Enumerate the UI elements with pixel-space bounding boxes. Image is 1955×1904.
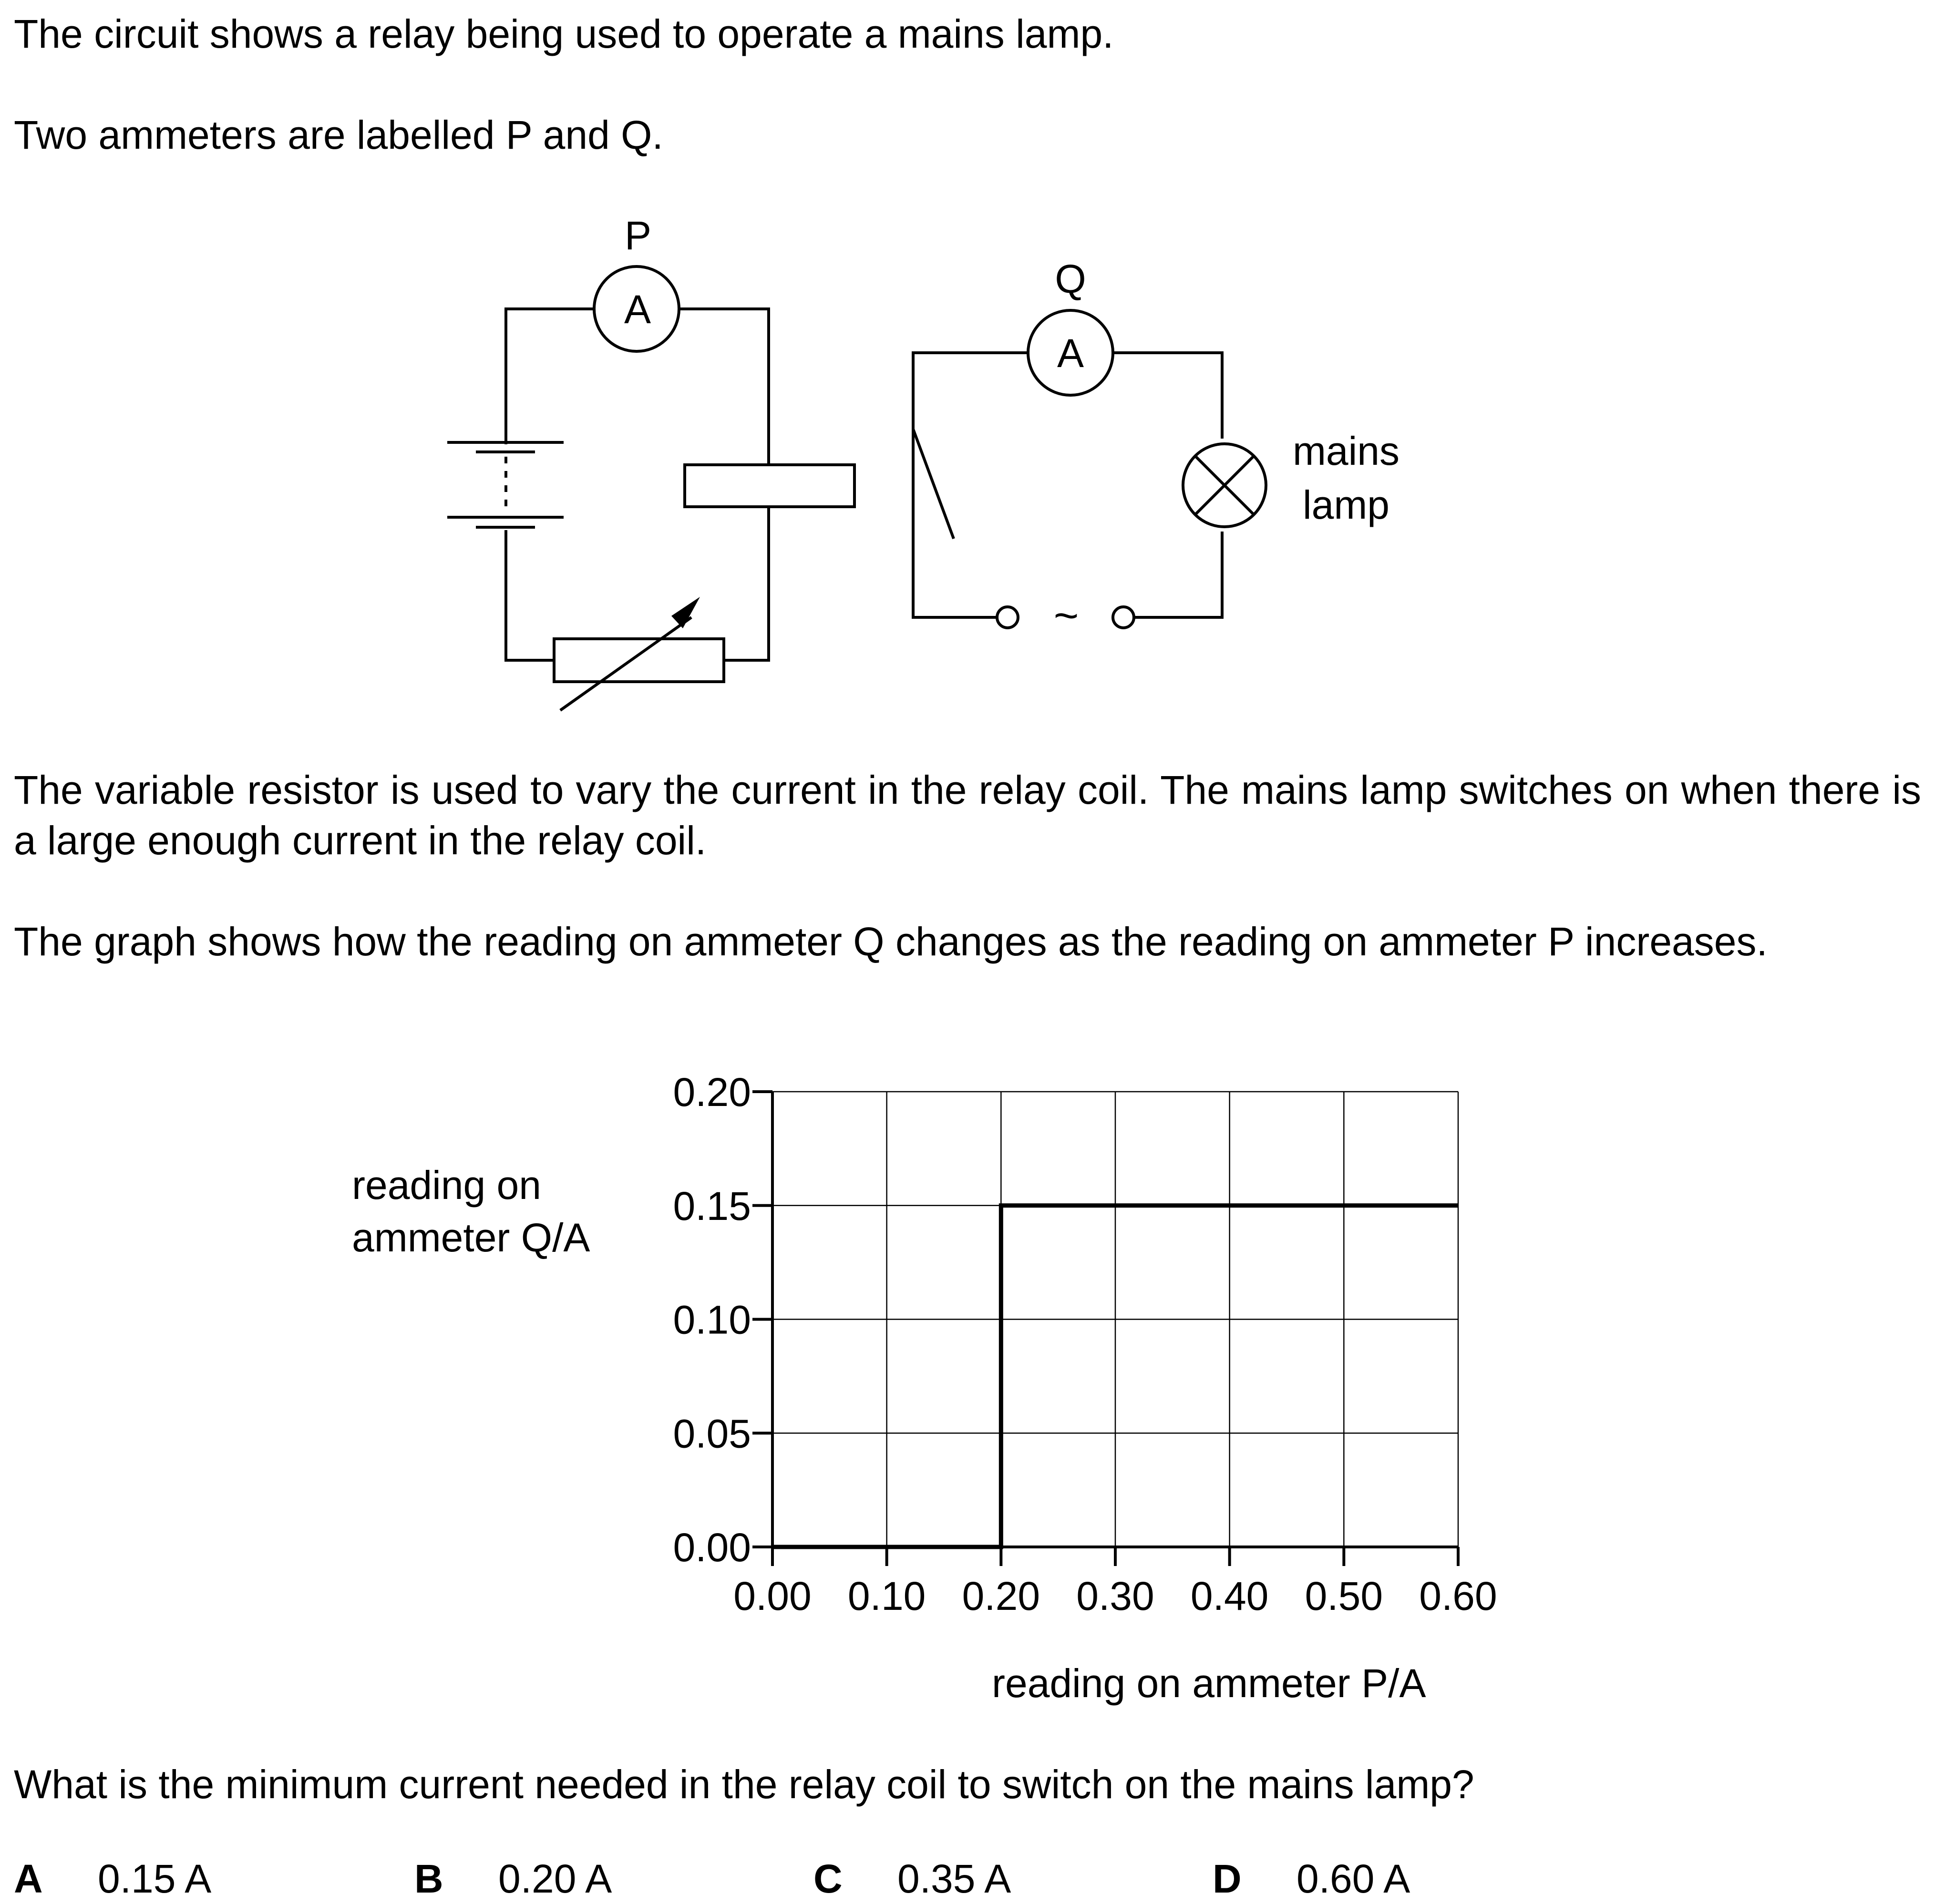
ac-supply-symbol: ~ xyxy=(1053,592,1079,640)
ammeter-p-symbol: A xyxy=(624,287,651,332)
x-tick-label-2: 0.20 xyxy=(962,1574,1040,1618)
ammeter-q-label: Q xyxy=(1055,256,1086,301)
ammeter-p-label: P xyxy=(624,213,652,258)
lamp-circuit-wire-top-right xyxy=(1113,353,1222,439)
x-tick-label-1: 0.10 xyxy=(847,1574,926,1618)
ammeter-q-symbol: A xyxy=(1057,331,1084,376)
relay-circuit-wire-top-right xyxy=(679,309,769,465)
graph-grid xyxy=(772,1092,1458,1547)
ac-terminal-right xyxy=(1113,607,1134,628)
x-tick-label-6: 0.60 xyxy=(1419,1574,1497,1618)
option-value: 0.60 A xyxy=(1296,1856,1410,1901)
step-graph xyxy=(0,1049,1955,1726)
lamp-circuit-wire-lower-right xyxy=(1134,532,1222,617)
y-tick-label-2: 0.10 xyxy=(673,1297,751,1342)
intro-line-2: Two ammeters are labelled P and Q. xyxy=(14,113,663,157)
intro-line-1: The circuit shows a relay being used to operate a mains lamp. xyxy=(14,11,1114,56)
ac-terminal-left xyxy=(997,607,1018,628)
mains-lamp-label-line-2: lamp xyxy=(1302,482,1390,527)
relay-switch-contact xyxy=(913,429,954,539)
lamp-circuit-wire-top-left xyxy=(913,353,1028,543)
option-letter: B xyxy=(414,1856,443,1901)
relay-coil xyxy=(685,465,854,507)
x-tick-label-4: 0.40 xyxy=(1190,1574,1269,1618)
arrow-head xyxy=(671,597,700,628)
option-value: 0.15 A xyxy=(98,1856,212,1901)
description-paragraph: The variable resistor is used to vary the current in the relay coil. The mains lamp switches on when there is a large enough current in the relay coil. xyxy=(14,768,1921,863)
option-letter: D xyxy=(1213,1856,1242,1901)
y-axis-label-line-1: reading on xyxy=(352,1163,541,1208)
y-tick-label-0: 0.00 xyxy=(673,1525,751,1570)
mains-lamp-label-line-1: mains xyxy=(1292,429,1400,473)
x-tick-label-3: 0.30 xyxy=(1076,1574,1154,1618)
graph-tick-labels xyxy=(673,1070,1497,1618)
lamp-circuit-wire-bottom-left xyxy=(913,543,997,617)
graph-intro-paragraph: The graph shows how the reading on ammeter Q changes as the reading on ammeter P increases. xyxy=(14,919,1768,964)
y-tick-label-3: 0.15 xyxy=(673,1183,751,1228)
relay-circuit-wire-lower-right xyxy=(724,508,769,660)
option-letter: C xyxy=(813,1856,843,1901)
relay-circuit-wire-top-left xyxy=(506,309,594,444)
x-tick-label-0: 0.00 xyxy=(733,1574,812,1618)
option-value: 0.20 A xyxy=(498,1856,612,1901)
variable-resistor xyxy=(554,639,724,682)
option-value: 0.35 A xyxy=(897,1856,1011,1901)
y-axis-label-line-2: ammeter Q/A xyxy=(352,1215,590,1260)
variable-resistor-arrow xyxy=(560,617,691,710)
circuit-diagram xyxy=(0,191,1955,739)
y-tick-label-1: 0.05 xyxy=(673,1411,751,1456)
y-tick-label-4: 0.20 xyxy=(673,1070,751,1115)
relay-circuit-wire-bottom-left xyxy=(506,530,554,660)
option-letter: A xyxy=(14,1856,43,1901)
question-text: What is the minimum current needed in the relay coil to switch on the mains lamp? xyxy=(14,1762,1474,1807)
x-axis-label: reading on ammeter P/A xyxy=(992,1661,1426,1706)
x-tick-label-5: 0.50 xyxy=(1305,1574,1383,1618)
graph-ticks xyxy=(752,1092,1458,1566)
